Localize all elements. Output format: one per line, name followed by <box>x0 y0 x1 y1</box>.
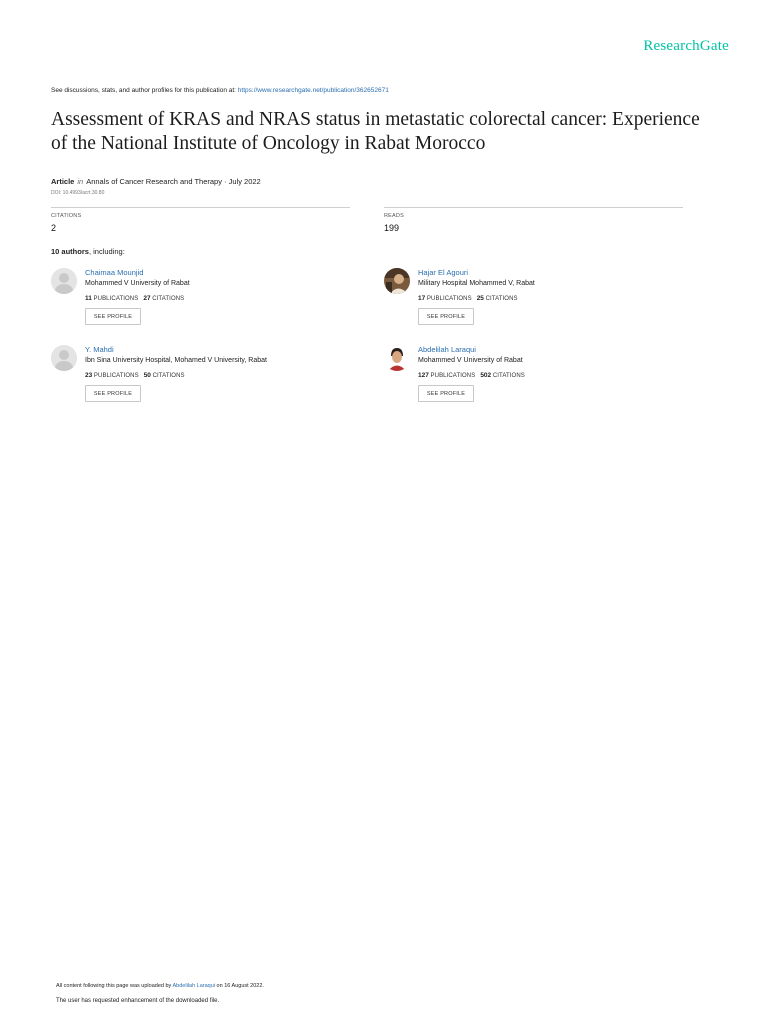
author-affiliation: Military Hospital Mohammed V, Rabat <box>418 280 535 287</box>
author-photo-icon[interactable] <box>384 268 410 294</box>
publications-count: 23 <box>85 372 93 379</box>
upload-note <box>56 983 264 989</box>
citations-label: CITATIONS <box>492 373 525 379</box>
citations-count: 27 <box>143 295 151 302</box>
citations-count: 50 <box>143 372 151 379</box>
in-label: in <box>77 177 84 186</box>
author-photo-icon[interactable] <box>384 345 410 371</box>
publication-meta <box>51 177 261 186</box>
author-name[interactable]: Y. Mahdi <box>85 345 114 354</box>
enhancement-note: The user has requested enhancement of the downloaded file. <box>56 998 220 1004</box>
publications-label: PUBLICATIONS <box>430 373 476 379</box>
publication-link[interactable]: https://www.researchgate.net/publication/362652671 <box>237 87 389 94</box>
upload-suffix: on 16 August 2022. <box>215 983 264 989</box>
citations-count: 502 <box>480 372 492 379</box>
author-name[interactable]: Chaimaa Mounjid <box>85 268 144 277</box>
uploader-link[interactable]: Abdelilah Laraqui <box>172 983 216 989</box>
author-name[interactable]: Abdelilah Laraqui <box>418 345 476 354</box>
see-profile-button[interactable]: SEE PROFILE <box>418 308 474 325</box>
publications-label: PUBLICATIONS <box>426 296 472 302</box>
authors-header <box>51 247 125 256</box>
see-profile-button[interactable]: SEE PROFILE <box>85 308 141 325</box>
see-profile-button[interactable]: SEE PROFILE <box>85 385 141 402</box>
authors-count: 10 authors <box>51 247 89 256</box>
citations-label: CITATIONS <box>152 373 185 379</box>
authors-suffix: , including: <box>88 247 125 256</box>
upload-prefix: All content following this page was uploaded by <box>56 983 173 989</box>
article-type: Article <box>51 177 75 186</box>
publications-count: 127 <box>418 372 429 379</box>
author-name[interactable]: Hajar El Agouri <box>418 268 469 277</box>
researchgate-logo[interactable]: ResearchGate <box>643 38 729 54</box>
reads-count: 199 <box>384 223 400 233</box>
discussion-text: See discussions, stats, and author profiles for this publication at: <box>51 87 238 94</box>
publications-count: 17 <box>418 295 426 302</box>
author-affiliation: Mohammed V University of Rabat <box>85 280 190 287</box>
journal-name: Annals of Cancer Research and Therapy · July 2022 <box>86 177 261 186</box>
author-card <box>51 268 351 338</box>
citations-divider <box>51 207 350 208</box>
author-stats <box>85 295 184 302</box>
citations-count: 2 <box>51 223 57 233</box>
reads-label: READS <box>384 213 404 219</box>
author-affiliation: Mohammed V University of Rabat <box>418 357 523 364</box>
author-card <box>51 345 351 415</box>
author-stats <box>85 372 185 379</box>
avatar-placeholder-icon[interactable] <box>51 268 77 294</box>
citations-label: CITATIONS <box>152 296 185 302</box>
reads-divider <box>384 207 683 208</box>
author-stats <box>418 295 518 302</box>
see-profile-button[interactable]: SEE PROFILE <box>418 385 474 402</box>
publications-label: PUBLICATIONS <box>93 373 139 379</box>
discussion-line <box>51 87 389 94</box>
avatar-placeholder-icon[interactable] <box>51 345 77 371</box>
publications-label: PUBLICATIONS <box>93 296 139 302</box>
citations-count: 25 <box>476 295 484 302</box>
citations-label: CITATIONS <box>51 213 82 219</box>
author-card <box>384 268 684 338</box>
doi: DOI: 10.4993/acrt.30.80 <box>51 190 105 196</box>
publications-count: 11 <box>85 295 92 302</box>
author-card <box>384 345 684 415</box>
author-stats <box>418 372 525 379</box>
page-title: Assessment of KRAS and NRAS status in metastatic colorectal cancer: Experience of the National Institute of Oncology in Rabat Morocco <box>51 109 700 154</box>
author-affiliation: Ibn Sina University Hospital, Mohamed V University, Rabat <box>85 357 267 364</box>
citations-label: CITATIONS <box>485 296 518 302</box>
